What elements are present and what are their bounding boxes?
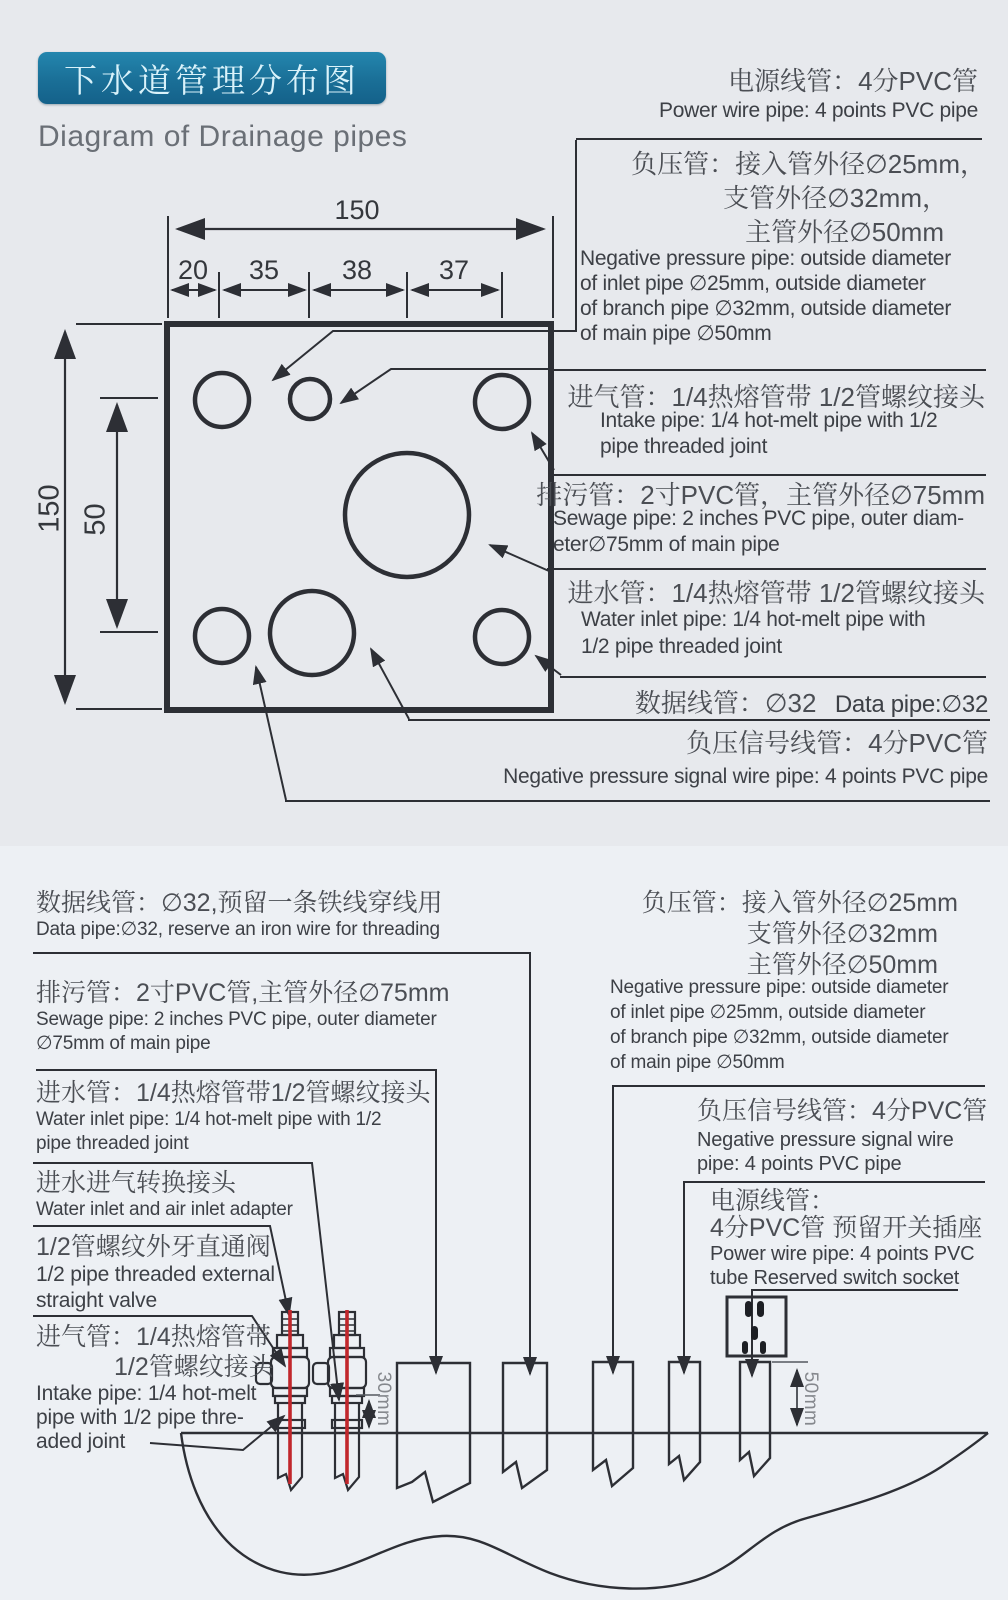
switch-socket-icon (727, 1297, 786, 1356)
data-pipe-en: Data pipe:∅32 (834, 691, 988, 718)
dimension-lines (65, 216, 553, 709)
sewage-en1: Sewage pipe: 2 inches PVC pipe, outer diam- (553, 507, 964, 530)
annotation-water-inlet-top-cn (567, 576, 985, 610)
b-intake-cn1: 进气管：1/4热熔管带 (36, 1323, 271, 1351)
plate-holes (195, 373, 529, 675)
leader-arrows-top (256, 140, 576, 800)
annotation-straight-valve-bottom (36, 1232, 275, 1314)
annotation-sewage-bottom (36, 978, 450, 1056)
annotation-power-wire-top (659, 64, 978, 123)
signal-cn: 负压信号线管：4分PVC管 (686, 728, 988, 758)
b-water-en2: pipe threaded joint (36, 1133, 189, 1154)
b-adapter-en: Water inlet and air inlet adapter (36, 1199, 293, 1220)
signal-en: Negative pressure signal wire pipe: 4 points PVC pipe (503, 765, 988, 788)
intake-cn: 进气管：1/4热熔管带 1/2管螺纹接头 (567, 382, 985, 412)
negative-en2: of inlet pipe ∅25mm, outside diameter (580, 272, 926, 295)
hole-water-inlet (475, 610, 529, 664)
pipe-negative-pressure (593, 1362, 633, 1486)
intake-en1: Intake pipe: 1/4 hot-melt pipe with 1/2 (600, 409, 938, 432)
page-title-cn: 下水道管理分布图 (64, 61, 360, 99)
hole-power-wire (195, 373, 249, 427)
b-negative-en3: of branch pipe ∅32mm, outside diameter (610, 1027, 949, 1048)
pipe-signal-wire (669, 1362, 700, 1480)
dim-seg2: 35 (248, 255, 280, 285)
pipe-data (503, 1363, 547, 1488)
dim-seg4: 37 (438, 255, 470, 285)
b-sewage-en1: Sewage pipe: 2 inches PVC pipe, outer diameter (36, 1009, 437, 1030)
dim-valve-depth: 30mm (373, 1371, 394, 1427)
b-power-cn1: 电源线管： (710, 1187, 836, 1215)
b-data-cn: 数据线管：∅32,预留一条铁线穿线用 (36, 889, 443, 917)
annotation-negative-pressure-top-cn (631, 147, 986, 249)
dim-width-total: 150 (334, 195, 380, 225)
annotation-adapter-bottom (36, 1168, 293, 1222)
title-box (38, 52, 386, 104)
annotation-water-inlet-top-en (581, 606, 925, 660)
power-wire-en: Power wire pipe: 4 points PVC pipe (659, 99, 978, 122)
annotation-negative-pressure-top-en (580, 246, 951, 346)
annotation-sewage-top-en (553, 506, 964, 558)
plate-outline (167, 324, 551, 710)
b-water-cn: 进水管：1/4热熔管带1/2管螺纹接头 (36, 1079, 431, 1107)
negative-cn2: 支管外径∅32mm， (723, 183, 948, 213)
b-sewage-cn: 排污管：2寸PVC管,主管外径∅75mm (36, 979, 450, 1007)
hole-signal-wire (195, 609, 249, 663)
b-valve-en2: straight valve (36, 1289, 157, 1312)
annotation-intake-bottom (36, 1322, 274, 1454)
b-negative-cn3: 主管外径∅50mm (746, 951, 938, 979)
b-intake-en1: Intake pipe: 1/4 hot-melt (36, 1382, 257, 1405)
annotation-data-pipe-bottom (36, 888, 443, 942)
valve-water-inlet (313, 1312, 366, 1490)
dim-seg1: 20 (177, 255, 209, 285)
annotation-water-inlet-bottom (36, 1078, 431, 1156)
data-pipe-cn: 数据线管：∅32 (634, 688, 817, 718)
b-signal-cn: 负压信号线管：4分PVC管 (697, 1097, 988, 1125)
b-adapter-cn: 进水进气转换接头 (36, 1169, 237, 1197)
b-power-en2: tube Reserved switch socket (710, 1267, 960, 1289)
power-wire-cn: 电源线管：4分PVC管 (728, 66, 978, 96)
b-intake-en2: pipe with 1/2 pipe thre- (36, 1406, 244, 1429)
annotation-intake-top-en (600, 408, 937, 460)
page-title-en: Diagram of Drainage pipes (38, 120, 408, 153)
annotation-negative-pressure-bottom-en (610, 975, 948, 1075)
water-en1: Water inlet pipe: 1/4 hot-melt pipe with (581, 608, 926, 631)
negative-en4: of main pipe ∅50mm (580, 322, 772, 345)
annotation-signal-wire-bottom (697, 1096, 987, 1176)
dim-height-inner: 50 (79, 503, 112, 536)
b-sewage-en2: ∅75mm of main pipe (36, 1033, 211, 1054)
b-negative-en2: of inlet pipe ∅25mm, outside diameter (610, 1002, 926, 1023)
annotation-negative-pressure-bottom-cn (642, 888, 958, 981)
negative-cn3: 主管外径∅50mm (745, 217, 944, 247)
b-intake-cn2: 1/2管螺纹接头 (114, 1353, 274, 1381)
sewage-cn: 排污管：2寸PVC管，主管外径∅75mm (536, 480, 985, 510)
b-negative-en4: of main pipe ∅50mm (610, 1052, 785, 1073)
dim-pipe-height: 50mm (800, 1371, 821, 1427)
negative-cn1: 负压管：接入管外径∅25mm， (631, 149, 986, 179)
annotation-power-wire-bottom (710, 1188, 982, 1290)
intake-en2: pipe threaded joint (600, 435, 768, 458)
b-power-cn2: 4分PVC管 预留开关插座 (710, 1214, 983, 1242)
hole-data-pipe (270, 591, 354, 675)
b-valve-cn: 1/2管螺纹外牙直通阀 (36, 1233, 271, 1261)
b-signal-en2: pipe: 4 points PVC pipe (697, 1153, 902, 1175)
dim-seg3: 38 (341, 255, 373, 285)
water-en2: 1/2 pipe threaded joint (581, 635, 782, 658)
b-negative-cn2: 支管外径∅32mm (746, 920, 938, 948)
hole-sewage-main (345, 453, 469, 577)
b-negative-cn1: 负压管：接入管外径∅25mm (641, 889, 958, 917)
pipe-power-wire (740, 1362, 770, 1476)
water-cn: 进水管：1/4热熔管带 1/2管螺纹接头 (567, 578, 985, 608)
negative-en1: Negative pressure pipe: outside diameter (580, 247, 951, 270)
b-valve-en1: 1/2 pipe threaded external (36, 1263, 275, 1286)
b-intake-en3: aded joint (36, 1430, 126, 1453)
b-power-en1: Power wire pipe: 4 points PVC (710, 1243, 975, 1265)
annotation-signal-wire-top (503, 726, 988, 789)
dim-height-total: 150 (33, 484, 66, 533)
negative-en3: of branch pipe ∅32mm, outside diameter (580, 297, 952, 320)
b-negative-en1: Negative pressure pipe: outside diameter (610, 977, 949, 998)
annotation-data-pipe-top (635, 686, 988, 720)
sewage-en2: eter∅75mm of main pipe (553, 533, 780, 556)
hole-negative-pressure (290, 379, 330, 419)
hole-intake (475, 375, 529, 429)
b-signal-en1: Negative pressure signal wire (697, 1129, 954, 1151)
b-data-en: Data pipe:∅32, reserve an iron wire for threading (36, 919, 440, 940)
b-water-en1: Water inlet pipe: 1/4 hot-melt pipe with 1/2 (36, 1109, 382, 1130)
